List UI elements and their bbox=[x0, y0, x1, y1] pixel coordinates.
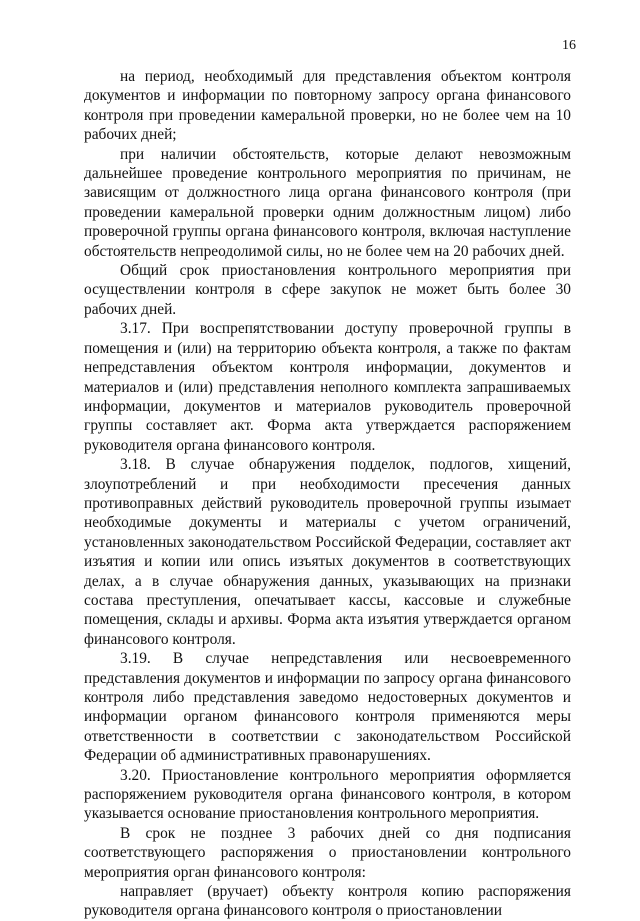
paragraph-section-3-18: 3.18. В случае обнаружения подделок, подлогов, хищений, злоупотреблений и при необходимости пресечения данных противоправных действий руководитель проверочной группы изымает необходимые документы и материалы с учетом ограничений, установленных законодательством Российской Федерации, составляет акт изъятия и копии или опись изъятых документов в соответствующих делах, а в случае обнаружения данных, указывающих на признаки состава преступления, опечатывает кассы, кассовые и служебные помещения, склады и архивы. Форма акта изъятия утверждается органом финансового контроля. bbox=[84, 456, 571, 648]
paragraph-suspension-force-majeure: при наличии обстоятельств, которые делают невозможным дальнейшее проведение контрольного мероприятия по причинам, не зависящим от должностного лица органа финансового контроля (при проведении камеральной проверки одним должностным лицом) либо проверочной группы органа финансового контроля, включая наступление обстоятельств непреодолимой силы, но не более чем на 20 рабочих дней. bbox=[84, 145, 571, 260]
body-text bbox=[84, 67, 571, 921]
paragraph-total-suspension-term: Общий срок приостановления контрольного мероприятия при осуществлении контроля в сфере закупок не может быть более 30 рабочих дней. bbox=[84, 262, 571, 318]
paragraph-sends-copy: направляет (вручает) объекту контроля копию распоряжения руководителя органа финансового контроля о приостановлении bbox=[84, 883, 571, 920]
page-number: 16 bbox=[562, 38, 576, 53]
paragraph-notification-deadline: В срок не позднее 3 рабочих дней со дня подписания соответствующего распоряжения о приостановлении контрольного мероприятия орган финансового контроля: bbox=[84, 824, 571, 881]
paragraph-section-3-20: 3.20. Приостановление контрольного мероприятия оформляется распоряжением руководителя органа финансового контроля, в котором указывается основание приостановления контрольного мероприятия. bbox=[84, 766, 571, 823]
paragraph-section-3-17: 3.17. При воспрепятствовании доступу проверочной группы в помещения и (или) на территорию объекта контроля, а также по фактам непредставления объектом контроля информации, документов и материалов и (или) представления неполного комплекта запрашиваемых информации, документов и материалов руководитель проверочной группы составляет акт. Форма акта утверждается распоряжением руководителя органа финансового контроля. bbox=[84, 320, 571, 454]
paragraph-suspension-period-repeat-request: на период, необходимый для представления объектом контроля документов и информации по повторному запросу органа финансового контроля при проведении камеральной проверки, но не более чем на 10 рабочих дней; bbox=[84, 68, 571, 144]
paragraph-section-3-19: 3.19. В случае непредставления или несвоевременного представления документов и информации по запросу органа финансового контроля либо представления заведомо недостоверных документов и информации органом финансового контроля применяются меры ответственности в соответствии с законодательством Российской Федерации об административных правонарушениях. bbox=[84, 650, 571, 765]
